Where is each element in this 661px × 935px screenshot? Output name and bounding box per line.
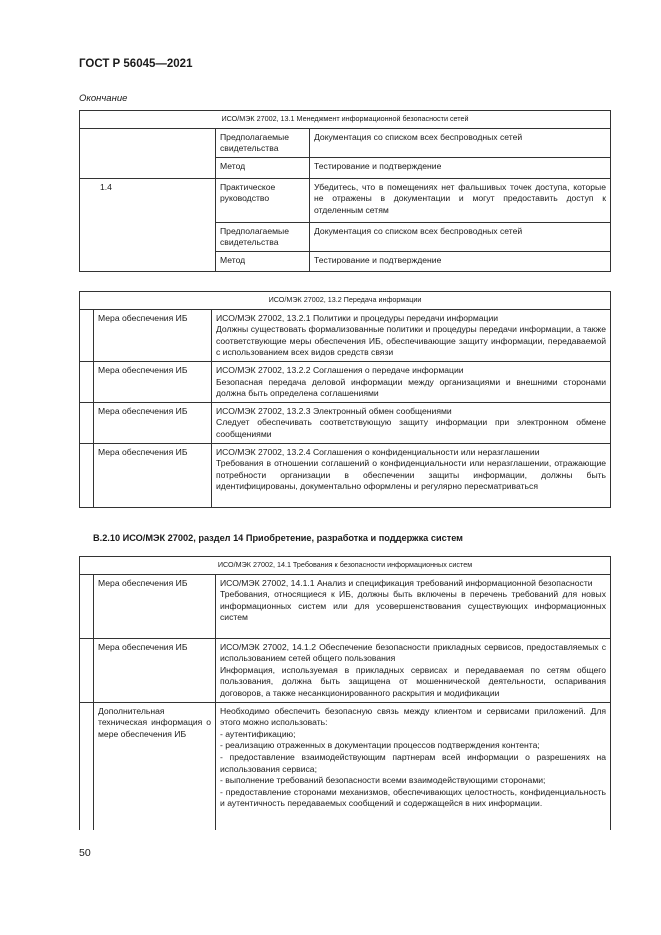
row-label: Метод (216, 157, 310, 178)
continuation-label: Окончание (79, 93, 128, 104)
row-value (212, 443, 611, 507)
row-label: Мера обеспечения ИБ (94, 443, 212, 507)
row-value: Убедитесь, что в помещениях нет фальшивых точек доступа, которые не отражены в документации и могут предоставить доступ к отделенным сетям (310, 178, 611, 222)
table-title: ИСО/МЭК 27002, 13.2 Передача информации (80, 292, 611, 310)
control-text: Безопасная передача деловой информации между организациями и внешними сторонами должна быть определена соглашениями (216, 376, 607, 399)
row-value (212, 309, 611, 361)
table-row (80, 402, 611, 443)
row-value (216, 702, 611, 830)
control-reference: ИСО/МЭК 27002, 13.2.4 Соглашения о конфиденциальности или неразглашении (216, 446, 540, 457)
control-text: Следует обеспечивать соответствующую защиту информации при электронном обмене сообщениями (216, 417, 607, 439)
row-label: Практическое руководство (216, 178, 310, 222)
control-text: Информация, используемая в прикладных сервисах и передаваемая по сетям общего пользования, должна быть защищена от мошеннической деятельности, оспаривания договоров, а также несанкционированного раскрытия и модификации (220, 664, 606, 698)
note-intro: Необходимо обеспечить безопасную связь между клиентом и сервисами приложений. Для этого можно использовать: (220, 705, 606, 728)
table-row (80, 443, 611, 507)
row-label: Мера обеспечения ИБ (94, 402, 212, 443)
row-value: Тестирование и подтверждение (310, 157, 611, 178)
row-value: Документация со списком всех беспроводных сетей (310, 128, 611, 157)
row-label: Дополнительная техническая информация о мере обеспечения ИБ (94, 702, 216, 830)
row-value (216, 638, 611, 702)
table-row (80, 361, 611, 402)
list-item: - аутентификацию; (220, 728, 296, 739)
control-reference: ИСО/МЭК 27002, 14.1.2 Обеспечение безопасности прикладных сервисов, предоставляемых с использованием сетей общего пользования (220, 641, 606, 664)
empty-cell (80, 361, 94, 402)
table-header-row (80, 292, 611, 310)
section-heading: В.2.10 ИСО/МЭК 27002, раздел 14 Приобретение, разработка и поддержка систем (93, 533, 463, 543)
table-row (80, 128, 611, 157)
row-label: Мера обеспечения ИБ (94, 638, 216, 702)
empty-cell (80, 638, 94, 702)
table-row (80, 309, 611, 361)
control-text: Требования в отношении соглашений о конфиденциальности или неразглашении, отражающие потребности организации в обеспечении защиты информации, должны быть идентифицированы, документально оформлены и регулярно пересматриваться (216, 458, 607, 492)
list-item: - выполнение требований безопасности всеми взаимодействующими сторонами; (220, 775, 546, 786)
row-label: Мера обеспечения ИБ (94, 309, 212, 361)
table-system-requirements (79, 556, 611, 830)
control-text: Должны существовать формализованные политики и процедуры передачи информации, а также соответствующие меры обеспечения ИБ, обеспечивающие защиту информации, передаваемой с использованием всех видов средств связи (216, 324, 607, 358)
empty-cell (80, 309, 94, 361)
control-reference: ИСО/МЭК 27002, 13.2.2 Соглашения о передаче информации (216, 364, 464, 375)
page-number: 50 (79, 847, 91, 859)
control-reference: ИСО/МЭК 27002, 14.1.1 Анализ и спецификация требований информационной безопасности (220, 577, 593, 588)
row-value: Документация со списком всех беспроводных сетей (310, 222, 611, 251)
table-row (80, 638, 611, 702)
row-label: Мера обеспечения ИБ (94, 361, 212, 402)
row-value: Тестирование и подтверждение (310, 251, 611, 271)
row-label: Метод (216, 251, 310, 271)
row-value (212, 361, 611, 402)
row-number-cell: 1.4 (80, 178, 216, 271)
row-label: Предполагаемые свидетельства (216, 222, 310, 251)
empty-cell (80, 443, 94, 507)
table-row (80, 702, 611, 830)
control-text: Требования, относящиеся к ИБ, должны быть включены в перечень требований для новых информационных систем или для усовершенствования существующих информационных систем (220, 589, 606, 623)
row-label: Мера обеспечения ИБ (94, 574, 216, 638)
row-value (212, 402, 611, 443)
control-reference: ИСО/МЭК 27002, 13.2.1 Политики и процедуры передачи информации (216, 312, 499, 323)
list-item: - предоставление сторонами механизмов, обеспечивающих целостность, конфиденциальность и аутентичность передаваемых сообщений и содержащейся в них информации. (220, 786, 606, 809)
table-network-security (79, 110, 611, 272)
standard-number: ГОСТ Р 56045—2021 (79, 58, 193, 70)
table-header-row (80, 557, 611, 575)
empty-cell (80, 574, 94, 638)
table-header-row (80, 111, 611, 129)
table-title: ИСО/МЭК 27002, 13.1 Менеджмент информационной безопасности сетей (80, 111, 611, 129)
empty-cell (80, 702, 94, 830)
table-information-transfer (79, 291, 611, 508)
table-row (80, 178, 611, 222)
row-number-cell (80, 128, 216, 178)
empty-cell (80, 402, 94, 443)
control-reference: ИСО/МЭК 27002, 13.2.3 Электронный обмен сообщениями (216, 405, 452, 416)
list-item: - предоставление взаимодействующим партнерам всей информации о разрешениях на использования сервиса; (220, 751, 606, 774)
row-label: Предполагаемые свидетельства (216, 128, 310, 157)
table-row (80, 574, 611, 638)
row-value (216, 574, 611, 638)
list-item: - реализацию отраженных в документации процессов подтверждения контента; (220, 740, 540, 751)
table-title: ИСО/МЭК 27002, 14.1 Требования к безопасности информационных систем (80, 557, 611, 575)
